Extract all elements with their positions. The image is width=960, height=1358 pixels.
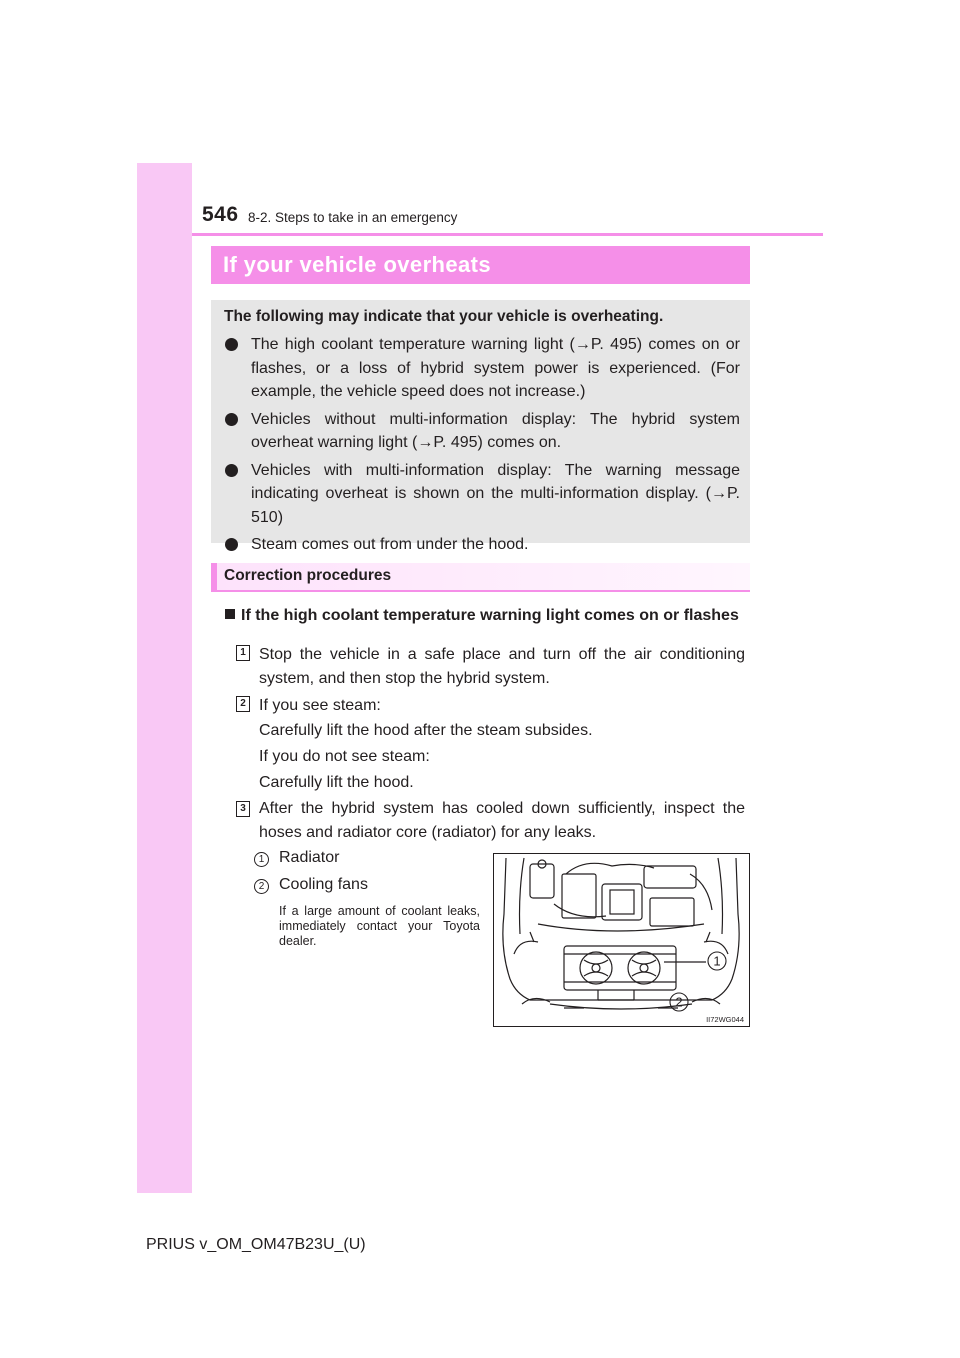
section-header: 8-2. Steps to take in an emergency [248,210,458,225]
info-bullet [224,333,740,404]
bullet-dot-icon [225,338,238,351]
correction-procedures-heading [211,563,750,592]
info-bullet-text: Vehicles with multi-information display: The warning message indicating overheat is shown on the multi-information display. (→P. 510) [251,461,740,526]
legend-label-radiator: Radiator [279,849,340,866]
info-bullet-text: Steam comes out from under the hood. [251,536,529,553]
coolant-leak-note: If a large amount of coolant leaks, immediately contact your Toyota dealer. [279,904,480,948]
legend-number: 2 [254,879,269,894]
step-2-line: Carefully lift the hood after the steam subsides. [259,722,593,739]
condition-heading-text: If the high coolant temperature warning light comes on or flashes [241,607,739,624]
info-bullet [224,459,740,530]
engine-compartment-illustration [493,853,750,1027]
info-bullet-text: The high coolant temperature warning light (→P. 495) comes on or flashes, or a loss of hybrid system power is experienced. (For example, the vehicle speed does not increase.) [251,336,740,400]
bullet-dot-icon [225,464,238,477]
correction-heading-text: Correction procedures [224,567,392,584]
step-number-badge: 1 [236,645,250,661]
chapter-side-tab [137,163,192,1193]
engine-bay-drawing [494,854,749,1026]
callout-2-label: 2 [675,994,683,1010]
heading-accent [211,563,217,590]
document-footer: PRIUS v_OM_OM47B23U_(U) [146,1236,366,1253]
step-3-text: After the hybrid system has cooled down sufficiently, inspect the hoses and radiator core (radiator) for any leaks. [259,800,745,841]
step-number-badge: 3 [236,801,250,817]
legend-label-cooling-fans: Cooling fans [279,876,368,893]
condition-heading [225,604,745,627]
legend-number: 1 [254,852,269,867]
info-bullet-text: Vehicles without multi-information display: The hybrid system overheat warning light (→P. 495) comes on. [251,410,740,451]
page-title: If your vehicle overheats [223,252,491,277]
page-title-bar [211,246,750,284]
overheat-indicators-box [211,300,750,553]
header-rule [192,233,823,236]
step-2-line: If you do not see steam: [259,748,430,765]
step-number-badge: 2 [236,696,250,712]
bullet-dot-icon [225,538,238,551]
info-bullet [224,408,740,455]
page-number: 546 [202,203,239,226]
square-bullet-icon [225,609,235,619]
bullet-dot-icon [225,413,238,426]
figure-code: II72WG044 [706,1015,744,1024]
info-bullet [224,533,740,557]
step-2-line: Carefully lift the hood. [259,774,414,791]
step-2-line: If you see steam: [259,697,381,714]
callout-1-label: 1 [713,953,721,969]
info-intro: The following may indicate that your vehicle is overheating. [224,308,664,325]
step-1-text: Stop the vehicle in a safe place and turn off the air conditioning system, and then stop the hybrid system. [259,646,745,687]
